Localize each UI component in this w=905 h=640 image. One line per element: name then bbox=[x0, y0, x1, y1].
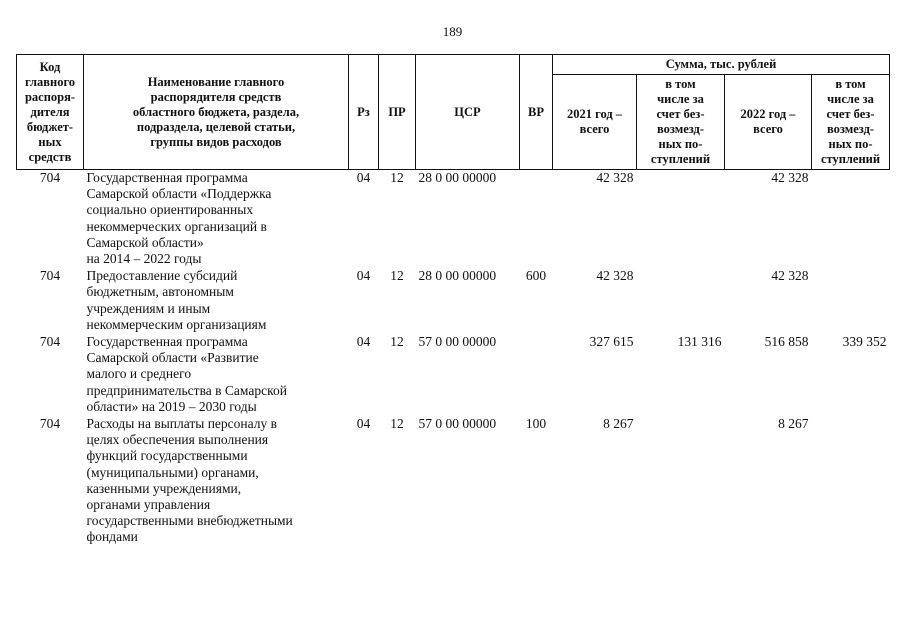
name-line: предпринимательства в Самарской bbox=[86, 382, 287, 398]
cell-2022-grants bbox=[812, 268, 890, 334]
cell-2021-grants bbox=[637, 268, 725, 334]
cell-2021-total: 8 267 bbox=[603, 416, 634, 432]
name-line: Расходы на выплаты персоналу в bbox=[86, 416, 277, 432]
page-number: 189 bbox=[442, 24, 463, 39]
header-name: Наименование главного распорядителя средств областного бюджета, раздела, подраздела, целевой статьи, группы видов расходов bbox=[84, 55, 349, 170]
cell-2022-total: 42 328 bbox=[771, 170, 809, 185]
cell-2021-grants bbox=[637, 170, 725, 269]
cell-vr: 600 bbox=[525, 268, 547, 284]
cell-name bbox=[84, 334, 349, 416]
cell-name bbox=[84, 268, 349, 334]
cell-2021-grants bbox=[637, 416, 725, 547]
name-line: малого и среднего bbox=[86, 366, 192, 382]
cell-csr: 57 0 00 00000 bbox=[418, 334, 497, 350]
cell-pr: 12 bbox=[390, 334, 404, 350]
name-line: (муниципальными) органами, bbox=[86, 464, 259, 480]
cell-rz: 04 bbox=[356, 416, 371, 432]
cell-csr: 57 0 00 00000 bbox=[418, 416, 497, 432]
name-line: Предоставление субсидий bbox=[86, 268, 238, 284]
name-line: Государственная программа bbox=[86, 334, 248, 350]
cell-2022-grants bbox=[812, 170, 890, 269]
cell-pr: 12 bbox=[390, 268, 404, 284]
budget-table bbox=[16, 54, 890, 547]
cell-vr: 100 bbox=[525, 416, 547, 432]
name-line: органами управления bbox=[86, 497, 211, 513]
name-line: некоммерческим организациям bbox=[86, 316, 267, 332]
name-line: казенными учреждениями, bbox=[86, 480, 242, 496]
name-line: Самарской области «Поддержка bbox=[86, 186, 272, 202]
header-pr: ПР bbox=[379, 55, 416, 170]
name-line: Самарской области» bbox=[86, 234, 204, 250]
table-header bbox=[17, 55, 890, 170]
name-line: целях обеспечения выполнения bbox=[86, 432, 269, 448]
cell-2021-total: 327 615 bbox=[589, 334, 634, 350]
cell-vr bbox=[520, 170, 553, 269]
table-row bbox=[17, 416, 890, 547]
cell-code: 704 bbox=[39, 268, 61, 284]
cell-csr: 28 0 00 00000 bbox=[418, 170, 497, 185]
header-code: Код главного распоря- дителя бюджет- ных средств bbox=[17, 55, 84, 170]
name-line: фондами bbox=[86, 529, 138, 545]
name-line: функций государственными bbox=[86, 448, 248, 464]
name-line: на 2014 – 2022 годы bbox=[86, 251, 202, 267]
cell-csr: 28 0 00 00000 bbox=[418, 268, 497, 284]
name-line: Самарской области «Развитие bbox=[86, 350, 259, 366]
cell-code: 704 bbox=[39, 416, 61, 432]
name-line: учреждениям и иным bbox=[86, 300, 211, 316]
header-vr: ВР bbox=[520, 55, 553, 170]
cell-2021-total: 42 328 bbox=[596, 268, 634, 284]
name-line: Государственная программа bbox=[86, 170, 248, 185]
header-csr: ЦСР bbox=[416, 55, 520, 170]
cell-rz: 04 bbox=[356, 170, 371, 185]
header-rz: Рз bbox=[349, 55, 379, 170]
header-sum: Сумма, тыс. рублей bbox=[553, 55, 890, 75]
cell-code: 704 bbox=[39, 170, 61, 185]
cell-vr bbox=[520, 334, 553, 416]
header-2022-grants: в том числе за счет без- возмезд- ных по- ступлений bbox=[812, 75, 890, 170]
name-line: социально ориентированных bbox=[86, 202, 254, 218]
cell-name bbox=[84, 170, 349, 269]
cell-pr: 12 bbox=[390, 170, 404, 185]
cell-2022-grants bbox=[812, 416, 890, 547]
cell-2021-grants: 131 316 bbox=[677, 334, 722, 350]
cell-2022-total: 8 267 bbox=[778, 416, 809, 432]
name-line: области» на 2019 – 2030 годы bbox=[86, 398, 257, 414]
cell-2021-total: 42 328 bbox=[596, 170, 634, 185]
header-2021-total: 2021 год – всего bbox=[553, 75, 637, 170]
cell-rz: 04 bbox=[356, 334, 371, 350]
name-line: государственными внебюджетными bbox=[86, 513, 293, 529]
name-line: некоммерческих организаций в bbox=[86, 218, 267, 234]
header-2022-total: 2022 год – всего bbox=[725, 75, 812, 170]
table-row bbox=[17, 170, 890, 269]
cell-rz: 04 bbox=[356, 268, 371, 284]
cell-2022-total: 42 328 bbox=[771, 268, 809, 284]
table-body bbox=[17, 170, 890, 547]
cell-pr: 12 bbox=[390, 416, 404, 432]
header-2021-grants: в том числе за счет без- возмезд- ных по- ступлений bbox=[637, 75, 725, 170]
name-line: бюджетным, автономным bbox=[86, 284, 234, 300]
cell-2022-total: 516 858 bbox=[764, 334, 809, 350]
table-row bbox=[17, 334, 890, 416]
cell-2022-grants: 339 352 bbox=[842, 334, 887, 350]
cell-code: 704 bbox=[39, 334, 61, 350]
cell-name bbox=[84, 416, 349, 547]
table-row bbox=[17, 268, 890, 334]
